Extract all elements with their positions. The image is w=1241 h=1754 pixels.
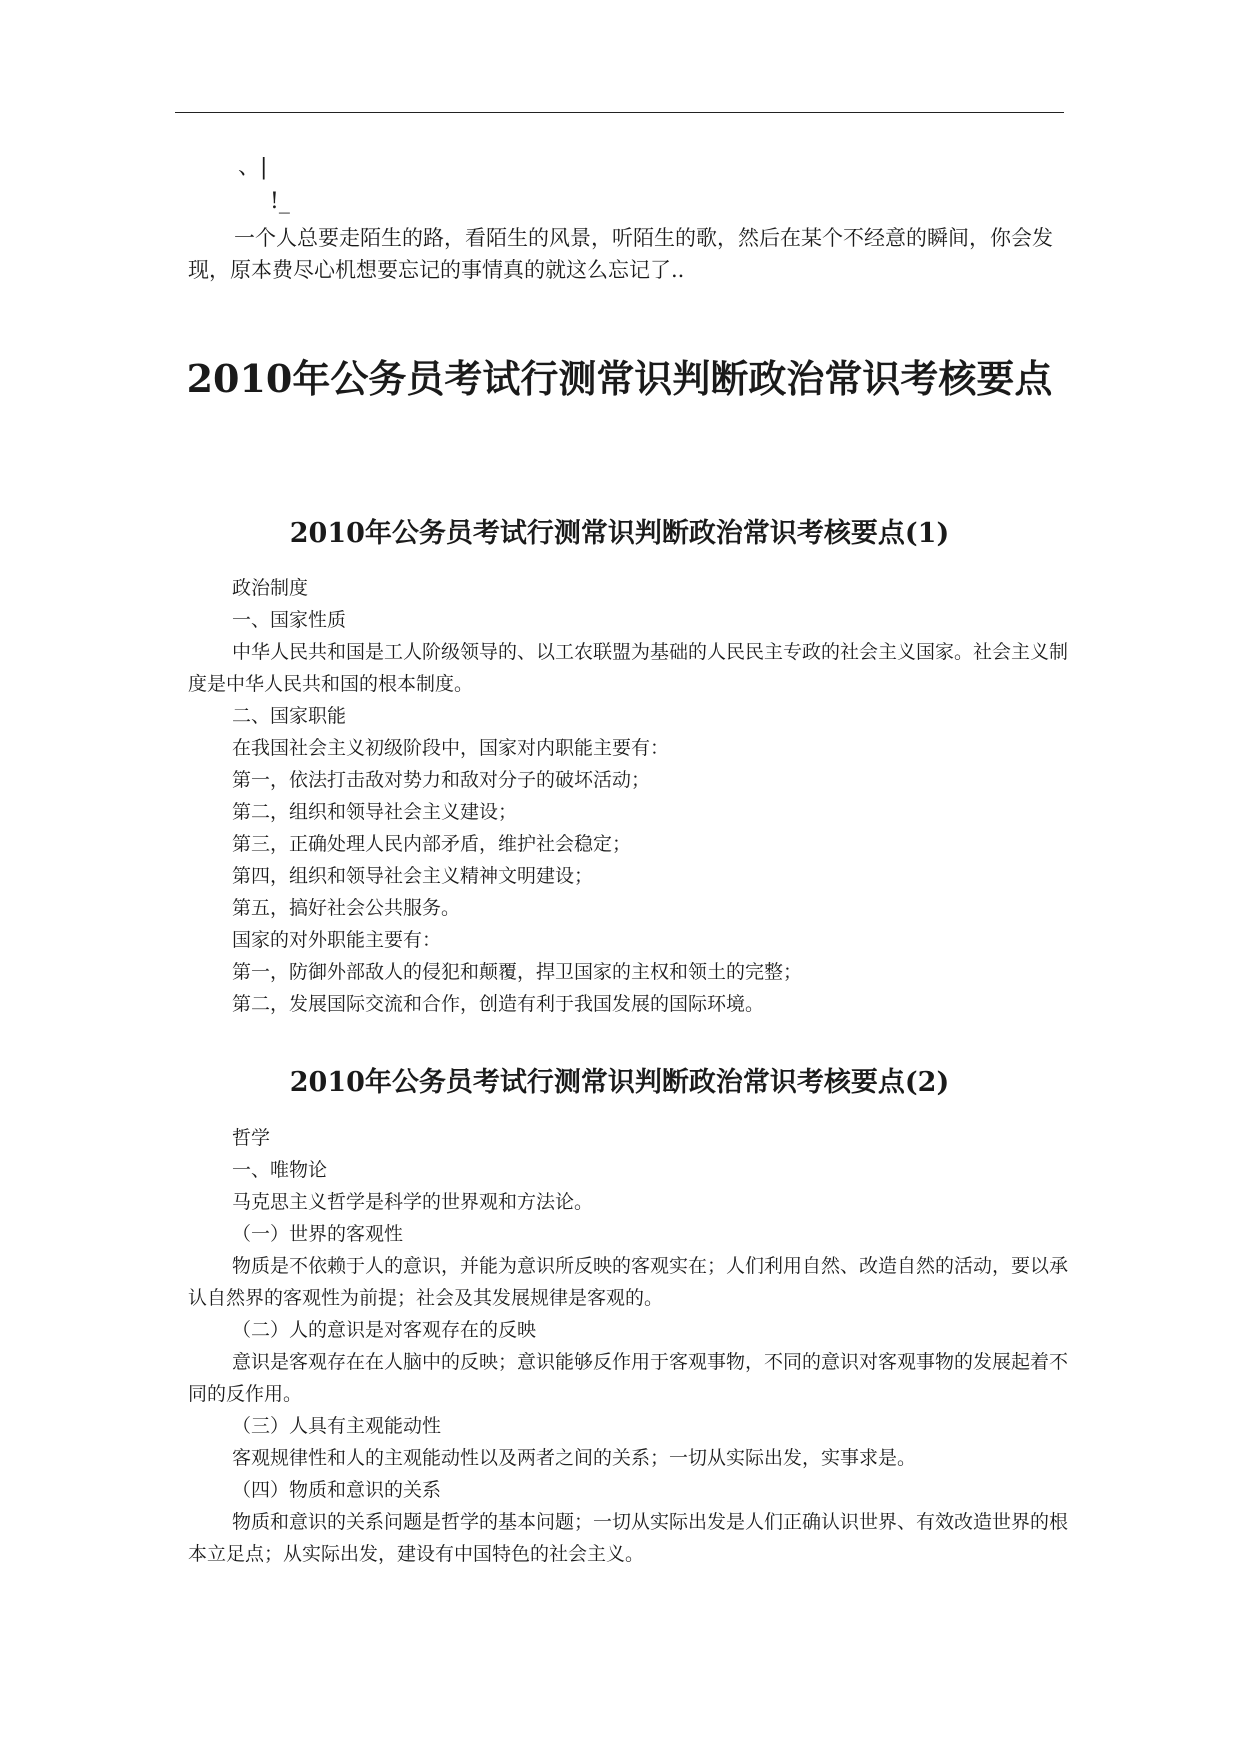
stray-mark-2: !_ [270,189,290,214]
section-2-paragraph: （四）物质和意识的关系 [232,1479,442,1501]
section-1-paragraph: 国家的对外职能主要有： [232,929,442,951]
section-1-paragraph: 第五，搞好社会公共服务。 [232,897,461,919]
section-1-body [188,572,1068,1020]
stray-mark-1: 、| [238,155,268,180]
section-1-paragraph: 在我国社会主义初级阶段中，国家对内职能主要有： [232,737,670,759]
section-1-paragraph: 一、国家性质 [232,609,347,631]
section-2-paragraph: 马克思主义哲学是科学的世界观和方法论。 [232,1191,594,1213]
section-2-paragraph: 物质是不依赖于人的意识，并能为意识所反映的客观实在；人们利用自然、改造自然的活动，要以承认自然界的客观性为前提；社会及其发展规律是客观的。 [188,1255,1069,1309]
section-1-paragraph: 第二，组织和领导社会主义建设； [232,801,518,823]
section-2-title: 2010年公务员考试行测常识判断政治常识考核要点(2) [289,1067,950,1098]
section-2-paragraph: （二）人的意识是对客观存在的反映 [232,1319,537,1341]
section-2-paragraph: 客观规律性和人的主观能动性以及两者之间的关系；一切从实际出发，实事求是。 [232,1447,917,1469]
section-1-paragraph: 第四，组织和领导社会主义精神文明建设； [232,865,594,887]
section-2-paragraph: 物质和意识的关系问题是哲学的基本问题；一切从实际出发是人们正确认识世界、有效改造世界的根本立足点；从实际出发，建设有中国特色的社会主义。 [188,1511,1069,1565]
section-1-title: 2010年公务员考试行测常识判断政治常识考核要点(1) [289,518,950,549]
section-1-paragraph: 第二，发展国际交流和合作，创造有利于我国发展的国际环境。 [232,993,765,1015]
section-2-paragraph: 一、唯物论 [232,1159,328,1181]
section-1-paragraph: 第一，防御外部敌人的侵犯和颠覆，捍卫国家的主权和领土的完整； [232,961,803,983]
section-1-paragraph: 中华人民共和国是工人阶级领导的、以工农联盟为基础的人民民主专政的社会主义国家。社会主义制度是中华人民共和国的根本制度。 [188,641,1069,695]
page-title: 2010年公务员考试行测常识判断政治常识考核要点 [186,356,1053,401]
header-rule [175,112,1064,113]
section-1-paragraph: 第三，正确处理人民内部矛盾，维护社会稳定； [232,833,632,855]
section-2-paragraph: （一）世界的客观性 [232,1223,404,1245]
section-1-paragraph: 二、国家职能 [232,705,347,727]
section-2-paragraph: （三）人具有主观能动性 [232,1415,442,1437]
section-1-paragraph: 第一，依法打击敌对势力和敌对分子的破坏活动； [232,769,651,791]
section-2-paragraph: 意识是客观存在在人脑中的反映；意识能够反作用于客观事物，不同的意识对客观事物的发展起着不同的反作用。 [188,1351,1069,1405]
section-1-paragraph: 政治制度 [232,577,309,599]
section-2-paragraph: 哲学 [232,1127,271,1149]
intro-paragraph: 一个人总要走陌生的路，看陌生的风景，听陌生的歌，然后在某个不经意的瞬间，你会发现，原本费尽心机想要忘记的事情真的就这么忘记了.. [188,226,1053,282]
section-2-body [188,1122,1068,1570]
